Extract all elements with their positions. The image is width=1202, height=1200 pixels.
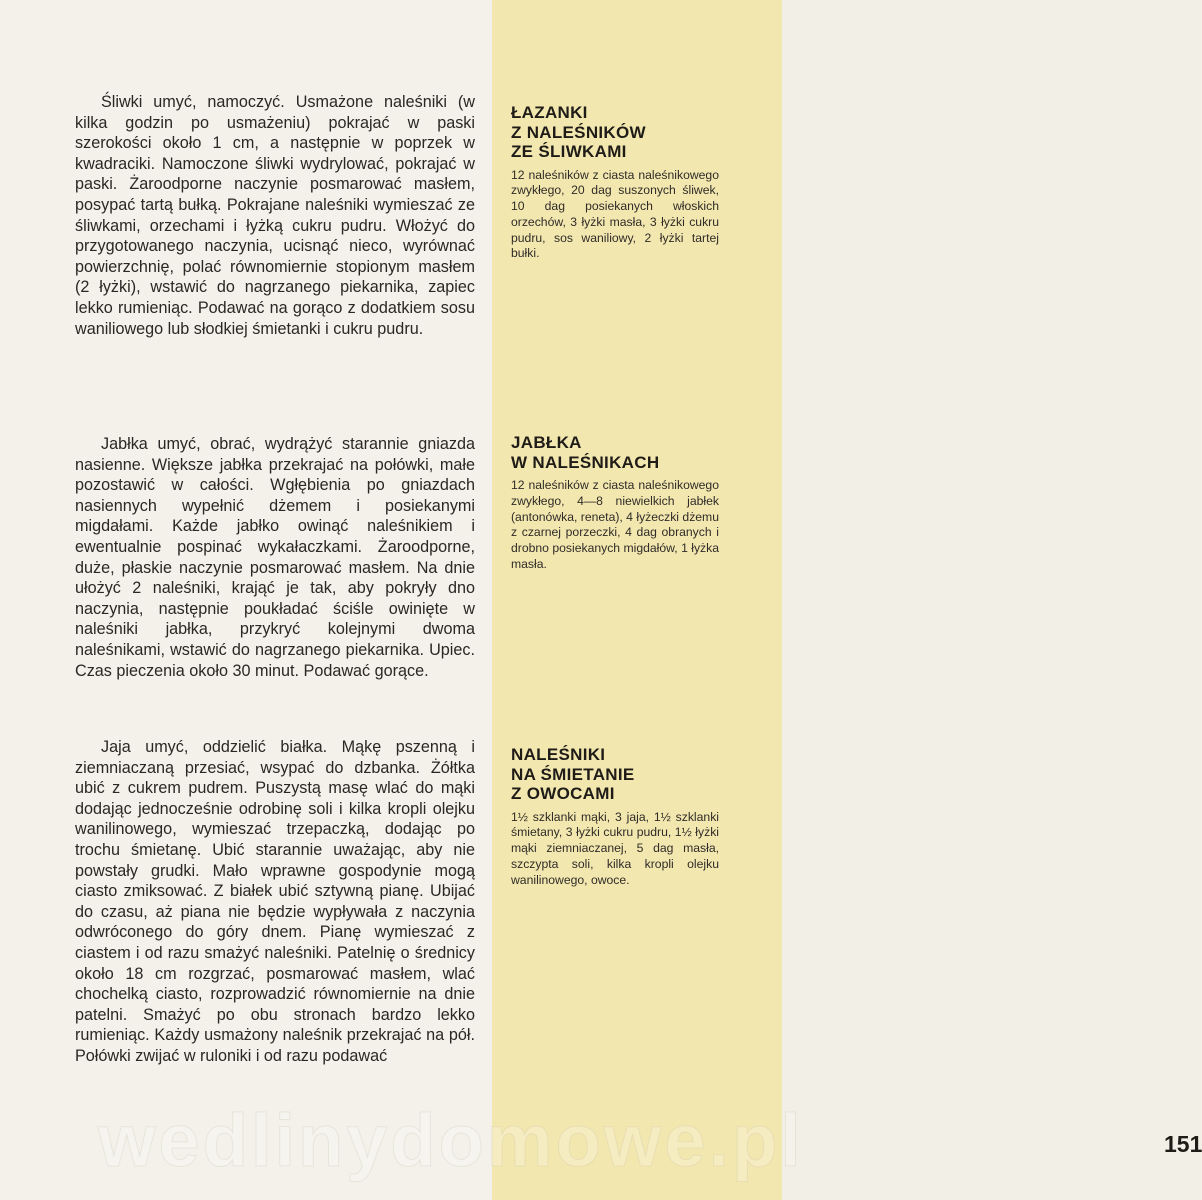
- instructions-paragraph-cream-crepes: Jaja umyć, oddzielić białka. Mąkę pszenną i ziemniaczaną przesiać, wsypać do dzbanka. Żółtka ubić z cukrem pudrem. Puszystą masę wlać do mąki dodając jednocześnie odrobinę soli i kilka kropli olejku wanilinowego, wymieszać trzepaczką, dodając po trochu śmietanę. Ubić starannie uważając, aby nie powstały grudki. Mało wprawne gospodynie mogą ciasto zmiksować. Z białek ubić sztywną pianę. Ubijać do czasu, aż piana nie będzie wypływała z naczynia odwróconego do góry dnem. Pianę wymieszać z ciastem i od razu smażyć naleśniki. Patelnię o średnicy około 18 cm rozgrzać, posmarować masłem, wlać chochelką ciasto, rozprowadzić równomiernie na dnie patelni. Smażyć po obu stronach bardzo lekko rumieniąc. Każdy usmażony naleśnik przekrajać na pół. Połówki zwijać w ruloniki i od razu podawać: [75, 738, 475, 1065]
- main-column: [0, 0, 492, 1200]
- recipe-box-nalesniki-na-smietanie: [511, 745, 719, 888]
- recipe-box-jablka: [511, 433, 719, 573]
- instructions-paragraph-apples-in-crepes: Jabłka umyć, obrać, wydrążyć starannie gniazda nasienne. Większe jabłka przekrajać na połówki, małe pozostawić w całości. Wgłębienia po gniazdach nasiennych wypełnić dżemem i posiekanymi migdałami. Każde jabłko owinąć naleśnikiem i ewentualnie pospinać wykałaczkami. Żaroodporne, duże, płaskie naczynie posmarować masłem. Na dnie ułożyć 2 naleśniki, krająć je tak, aby pokryły dno naczynia, następnie poukładać ściśle owinięte w naleśniki jabłka, przykryć kolejnymi dwoma naleśnikami, wstawić do nagrzanego piekarnika. Upiec. Czas pieczenia około 30 minut. Podawać gorące.: [75, 435, 475, 680]
- recipe-ingredients: 12 naleśników z ciasta naleśnikowego zwykłego, 4—8 niewielkich jabłek (antonówka, reneta), 4 łyżeczki dżemu z czarnej porzeczki, 4 dag obranych i drobno posiekanych migdałów, 1 łyżka masła.: [511, 478, 719, 571]
- page-number: 151: [1164, 1131, 1202, 1157]
- site-watermark: wedlinydomowe.pl: [98, 1099, 804, 1182]
- recipe-title: NALEŚNIKI NA ŚMIETANIE Z OWOCAMI: [511, 745, 635, 803]
- instructions-paragraph-plum-lazanki: Śliwki umyć, namoczyć. Usmażone naleśniki (w kilka godzin po usmażeniu) pokrajać w paski szerokości około 1 cm, a następnie w poprzek w kwadraciki. Namoczone śliwki wydrylować, pokrajać w paski. Żaroodporne naczynie posmarować masłem, posypać tartą bułką. Pokrajane naleśniki wymieszać ze śliwkami, orzechami i łyżką cukru pudru. Włożyć do przygotowanego naczynia, ucisnąć nieco, wyrównać powierzchnię, polać równomiernie stopionym masłem (2 łyżki), wstawić do nagrzanego piekarnika, zapiec lekko rumieniąc. Podawać na gorąco z dodatkiem sosu waniliowego lub słodkiej śmietanki i cukru pudru.: [75, 93, 475, 338]
- recipe-box-lazanki: [511, 103, 719, 262]
- recipe-title: JABŁKA W NALEŚNIKACH: [511, 433, 660, 472]
- recipe-ingredients: 12 naleśników z ciasta naleśnikowego zwykłego, 20 dag suszonych śliwek, 10 dag posiekanych włoskich orzechów, 3 łyżki masła, 3 łyżki cukru pudru, sos waniliowy, 2 łyżki tartej bułki.: [511, 167, 719, 261]
- recipe-ingredients: 1½ szklanki mąki, 3 jaja, 1½ szklanki śmietany, 3 łyżki cukru pudru, 1½ łyżki mąki ziemniaczanej, 5 dag masła, szczypta soli, kilka kropli olejku wanilinowego, owoce.: [511, 809, 719, 887]
- recipe-title: ŁAZANKI Z NALEŚNIKÓW ZE ŚLIWKAMI: [511, 103, 646, 161]
